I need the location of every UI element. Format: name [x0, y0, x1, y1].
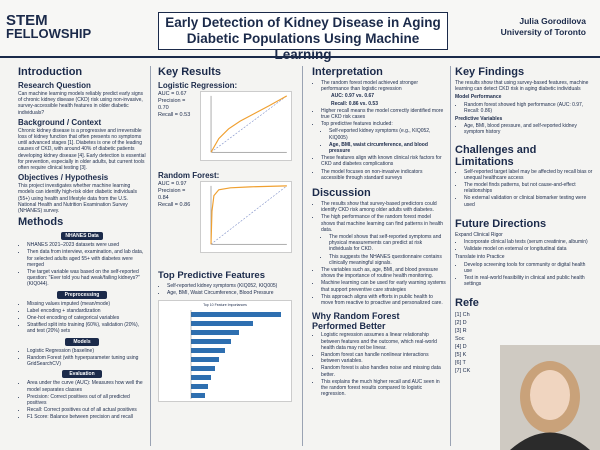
rf-precision: Precision = 0.84	[158, 188, 186, 201]
logistic-metrics	[158, 91, 196, 161]
list-item: • Higher recall means the model correctly identified more true CKD risk cases	[321, 108, 446, 120]
logistic-regression-heading: Logistic Regression:	[158, 81, 238, 90]
title-line1: Early Detection of Kidney Disease in Aging	[165, 15, 441, 30]
lr-recall: Recall = 0.53	[158, 112, 191, 118]
challenges-line1: Challenges and	[455, 143, 537, 156]
evaluation-list	[27, 380, 146, 420]
feature-importance-chart	[158, 300, 292, 402]
rf-metrics	[158, 181, 196, 253]
methods-heading: Methods	[18, 216, 64, 229]
why-random-forest-list	[321, 332, 446, 397]
reference-item: [4] D	[455, 344, 467, 351]
predictive-variables-list	[464, 123, 593, 135]
reference-item: Soc	[455, 336, 465, 343]
feature-bar	[191, 321, 253, 326]
interpretation-heading: Interpretation	[312, 66, 383, 78]
column-key-results	[158, 64, 298, 402]
rf-recall: Recall = 0.86	[158, 202, 191, 208]
list-item: • One-hot encoding of categorical variables	[27, 315, 146, 321]
feature-bar	[191, 330, 239, 335]
stem-fellowship-logo	[6, 12, 106, 46]
list-item: • Recall: Correct positives out of all actual positives	[27, 407, 146, 413]
list-item: • This approach aligns with efforts in public health to move from reactive to proactive and personalized care.	[321, 294, 446, 306]
list-item: • The random forest model achieved stronger performance than logistic regression	[321, 80, 446, 92]
discussion-heading: Discussion	[312, 187, 371, 200]
list-item: • The model focuses on non-invasive indicators accessible through standard surveys	[321, 169, 446, 181]
feature-bar	[191, 357, 219, 362]
title-line2: Diabetic Populations Using Machine Learning	[186, 31, 420, 62]
logo-line1: STEM	[6, 12, 48, 29]
column-divider	[302, 66, 303, 446]
list-item: • Logistic Regression (baseline)	[27, 348, 146, 354]
objectives-text: This project investigates whether machine learning models can identify high-risk older diabetic individuals (55+) using health and lifestyle data from the U.S. National Health and Nutrition Examination Survey (NHANES) survey.	[18, 183, 137, 215]
column-findings-future	[455, 64, 593, 375]
reference-item: [3] R	[455, 328, 467, 335]
list-item: Recall: 0.86 vs. 0.53	[331, 100, 378, 107]
key-results-heading: Key Results	[158, 66, 221, 78]
author-block	[501, 16, 586, 38]
random-forest-block	[158, 181, 298, 253]
author-name: Julia Gorodilova	[519, 16, 586, 26]
evaluation-pill: Evaluation	[62, 370, 102, 378]
list-item: • Missing values imputed (mean/mode)	[27, 301, 146, 307]
logistic-roc-curve	[200, 91, 292, 161]
roc-chance-line	[211, 186, 287, 244]
why-heading-line1: Why Random Forest	[312, 311, 400, 322]
model-performance-list	[464, 102, 593, 114]
random-forest-roc-curve	[200, 181, 292, 253]
list-item: • No external validation or clinical biomarker testing were used	[464, 195, 593, 207]
author-affiliation: University of Toronto	[500, 27, 586, 37]
reference-item: [1] Ch	[455, 312, 470, 319]
list-item: • The high performance of the random forest model shows that machine learning can find patterns in health data.	[321, 214, 446, 233]
list-item: • Self-reported target label may be affected by recall bias or unequal healthcare access	[464, 169, 593, 181]
preprocessing-list	[27, 301, 146, 335]
why-heading-line2: Performed Better	[312, 321, 386, 332]
reference-item: [7] CK	[455, 368, 471, 375]
challenges-list	[464, 169, 593, 208]
list-item: • Validate model on external or longitudinal data	[464, 246, 593, 252]
list-item: • Logistic regression assumes a linear relationship between features and the outcome, which real-world health data may not be linear.	[321, 332, 446, 351]
list-item: • Random forest is also handles noise and missing data better.	[321, 365, 446, 377]
rf-auc: AUC = 0.97	[158, 181, 187, 187]
reference-item: [5] K	[455, 352, 467, 359]
presenter-video	[500, 345, 600, 450]
presenter-webcam	[500, 345, 600, 450]
column-interpretation-discussion	[312, 64, 446, 399]
predictive-variables-heading: Predictive Variables	[455, 116, 503, 123]
models-pill: Models	[65, 338, 99, 346]
logistic-regression-block	[158, 91, 298, 161]
list-item: • Label encoding + standardization	[27, 308, 146, 314]
list-item: • Precision: Correct positives out of all predicted positives	[27, 394, 146, 406]
list-item: • These features align with known clinical risk factors for CKD and diabetes complications	[321, 155, 446, 167]
list-item: • The model shows that self-reported symptoms and physical measurements can predict at risk individuals for CKD.	[329, 234, 446, 253]
list-item: • Random forest can handle nonlinear interactions between variables.	[321, 352, 446, 364]
translate-practice-heading: Translate into Practice	[455, 254, 505, 261]
list-item: • Self-reported kidney symptoms (e.g., KIQ052, KIQ005)	[329, 128, 446, 140]
feature-bar	[191, 384, 208, 389]
feature-bar	[191, 366, 215, 371]
list-item: • Incorporate clinical lab tests (serum creatinine, albumin)	[464, 239, 593, 245]
model-performance-heading: Model Performance	[455, 94, 502, 101]
feature-bar	[191, 393, 205, 398]
list-item: • Self-reported kidney symptoms (KIQ052, KIQ005)	[167, 283, 298, 289]
list-item: • Random forest showed high performance (AUC: 0.97, Recall: 0.86)	[464, 102, 593, 114]
research-question-heading: Research Question	[18, 81, 91, 90]
discussion-list	[321, 201, 446, 306]
reference-item: [6] T	[455, 360, 466, 367]
interpretation-list	[321, 80, 446, 181]
key-findings-heading: Key Findings	[455, 66, 525, 78]
list-item: • Age, BMI, blood pressure, and self-reported kidney symptom history	[464, 123, 593, 135]
background-text: Chronic kidney disease is a progressive and irreversible loss of kidney function that often presents no symptoms until advanced stages [1]. Diabetes is one of the leading causes of CKD, with around 40% of diabetic patients developing kidney disease [4]. Early detection is essential for prevention, especially in older adults, but current tools often require clinical testing [3].	[18, 127, 146, 172]
feature-importance-bars	[161, 308, 289, 400]
list-item: • This explains the much higher recall and AUC seen in the random forest results compared to logistic regression.	[321, 379, 446, 398]
list-item: • Then data from interview, examination, and lab data, for selected adults aged 55+ with diabetes were merged	[27, 249, 146, 268]
presenter-face	[530, 370, 570, 420]
column-introduction-methods	[18, 64, 146, 423]
expand-clinical-list	[464, 239, 593, 252]
top-features-heading: Top Predictive Features	[158, 270, 265, 281]
list-item: • The variables such as, age, BMI, and blood pressure shows the importance of routine health monitoring.	[321, 267, 446, 279]
feature-bar	[191, 348, 225, 353]
introduction-heading: Introduction	[18, 66, 83, 78]
list-item: • Machine learning can be used for early warning systems that support preventive care strategies	[321, 280, 446, 292]
list-item: • The model finds patterns, but not cause-and-effect relationships	[464, 182, 593, 194]
challenges-heading	[455, 144, 593, 168]
nhanes-data-pill: NHANES Data	[61, 232, 103, 240]
expand-clinical-heading: Expand Clinical Rigor	[455, 231, 503, 238]
reference-item: [2] D	[455, 320, 467, 327]
preprocessing-pill: Preprocessing	[57, 291, 107, 299]
why-random-forest-heading	[312, 311, 446, 331]
list-item: • The target variable was based on the self-reported question: "Ever told you had weak/failing kidneys?" (KIQ044).	[27, 269, 146, 288]
logo-line2: FELLOWSHIP	[6, 26, 92, 41]
poster-header	[0, 0, 600, 62]
data-list	[27, 242, 146, 287]
list-item: • Age, BMI, waist circumference, and blood pressure	[329, 142, 446, 154]
list-item: • Stratified split into training (60%), validation (20%), and test (20%) sets	[27, 322, 146, 334]
lr-precision: Precision = 0.70	[158, 98, 186, 111]
key-findings-text: The results show that using survey-based features, machine learning can detect CKD risk in aging diabetic individuals	[455, 80, 589, 93]
research-question-text: Can machine learning models reliably predict early signs of chronic kidney disease (CKD) risk using non-invasive, survey-accessible health features in older diabetic individuals?	[18, 91, 144, 116]
list-item: • The results show that survey-based predictors could identify CKD risk among older adults with diabetes.	[321, 201, 446, 213]
bar-chart-title: Top 10 Feature Importances	[203, 303, 247, 308]
lr-auc: AUC = 0.67	[158, 91, 187, 97]
list-item: • Top predictive features included:	[321, 121, 446, 127]
models-list	[27, 348, 146, 368]
future-directions-heading: Future Directions	[455, 217, 547, 230]
feature-bar	[191, 312, 281, 317]
list-item: • This suggests the NHANES questionnaire contains clinically meaningful signals.	[329, 254, 446, 266]
poster-title	[158, 12, 448, 62]
random-forest-heading: Random Forest:	[158, 171, 220, 180]
feature-bar	[191, 339, 231, 344]
list-item: • F1 Score: Balance between precision and recall	[27, 414, 146, 420]
list-item: AUC: 0.97 vs. 0.67	[331, 93, 375, 100]
references-heading: Refe	[455, 297, 479, 310]
top-features-list	[167, 283, 298, 296]
list-item: • Age, BMI, Waist Circumference, Blood Pressure	[167, 290, 298, 296]
column-divider	[150, 66, 151, 446]
list-item: • Area under the curve (AUC): Measures how well the model separates classes	[27, 380, 146, 392]
challenges-line2: Limitations	[455, 155, 514, 168]
roc-chance-line	[211, 96, 287, 152]
list-item: • Test in real-world feasibility in clinical and public health settings	[464, 275, 593, 287]
list-item: • Develop screening tools for community or digital health use	[464, 262, 593, 274]
list-item: • Random Forest (with hyperparameter tuning using GridSearchCV)	[27, 355, 146, 367]
background-heading: Background / Context	[18, 117, 102, 127]
translate-practice-list	[464, 262, 593, 288]
list-item: • NHANES 2021–2023 datasets were used	[27, 242, 146, 248]
column-divider	[450, 66, 451, 446]
objectives-heading: Objectives / Hypothesis	[18, 173, 109, 183]
feature-bar	[191, 375, 211, 380]
